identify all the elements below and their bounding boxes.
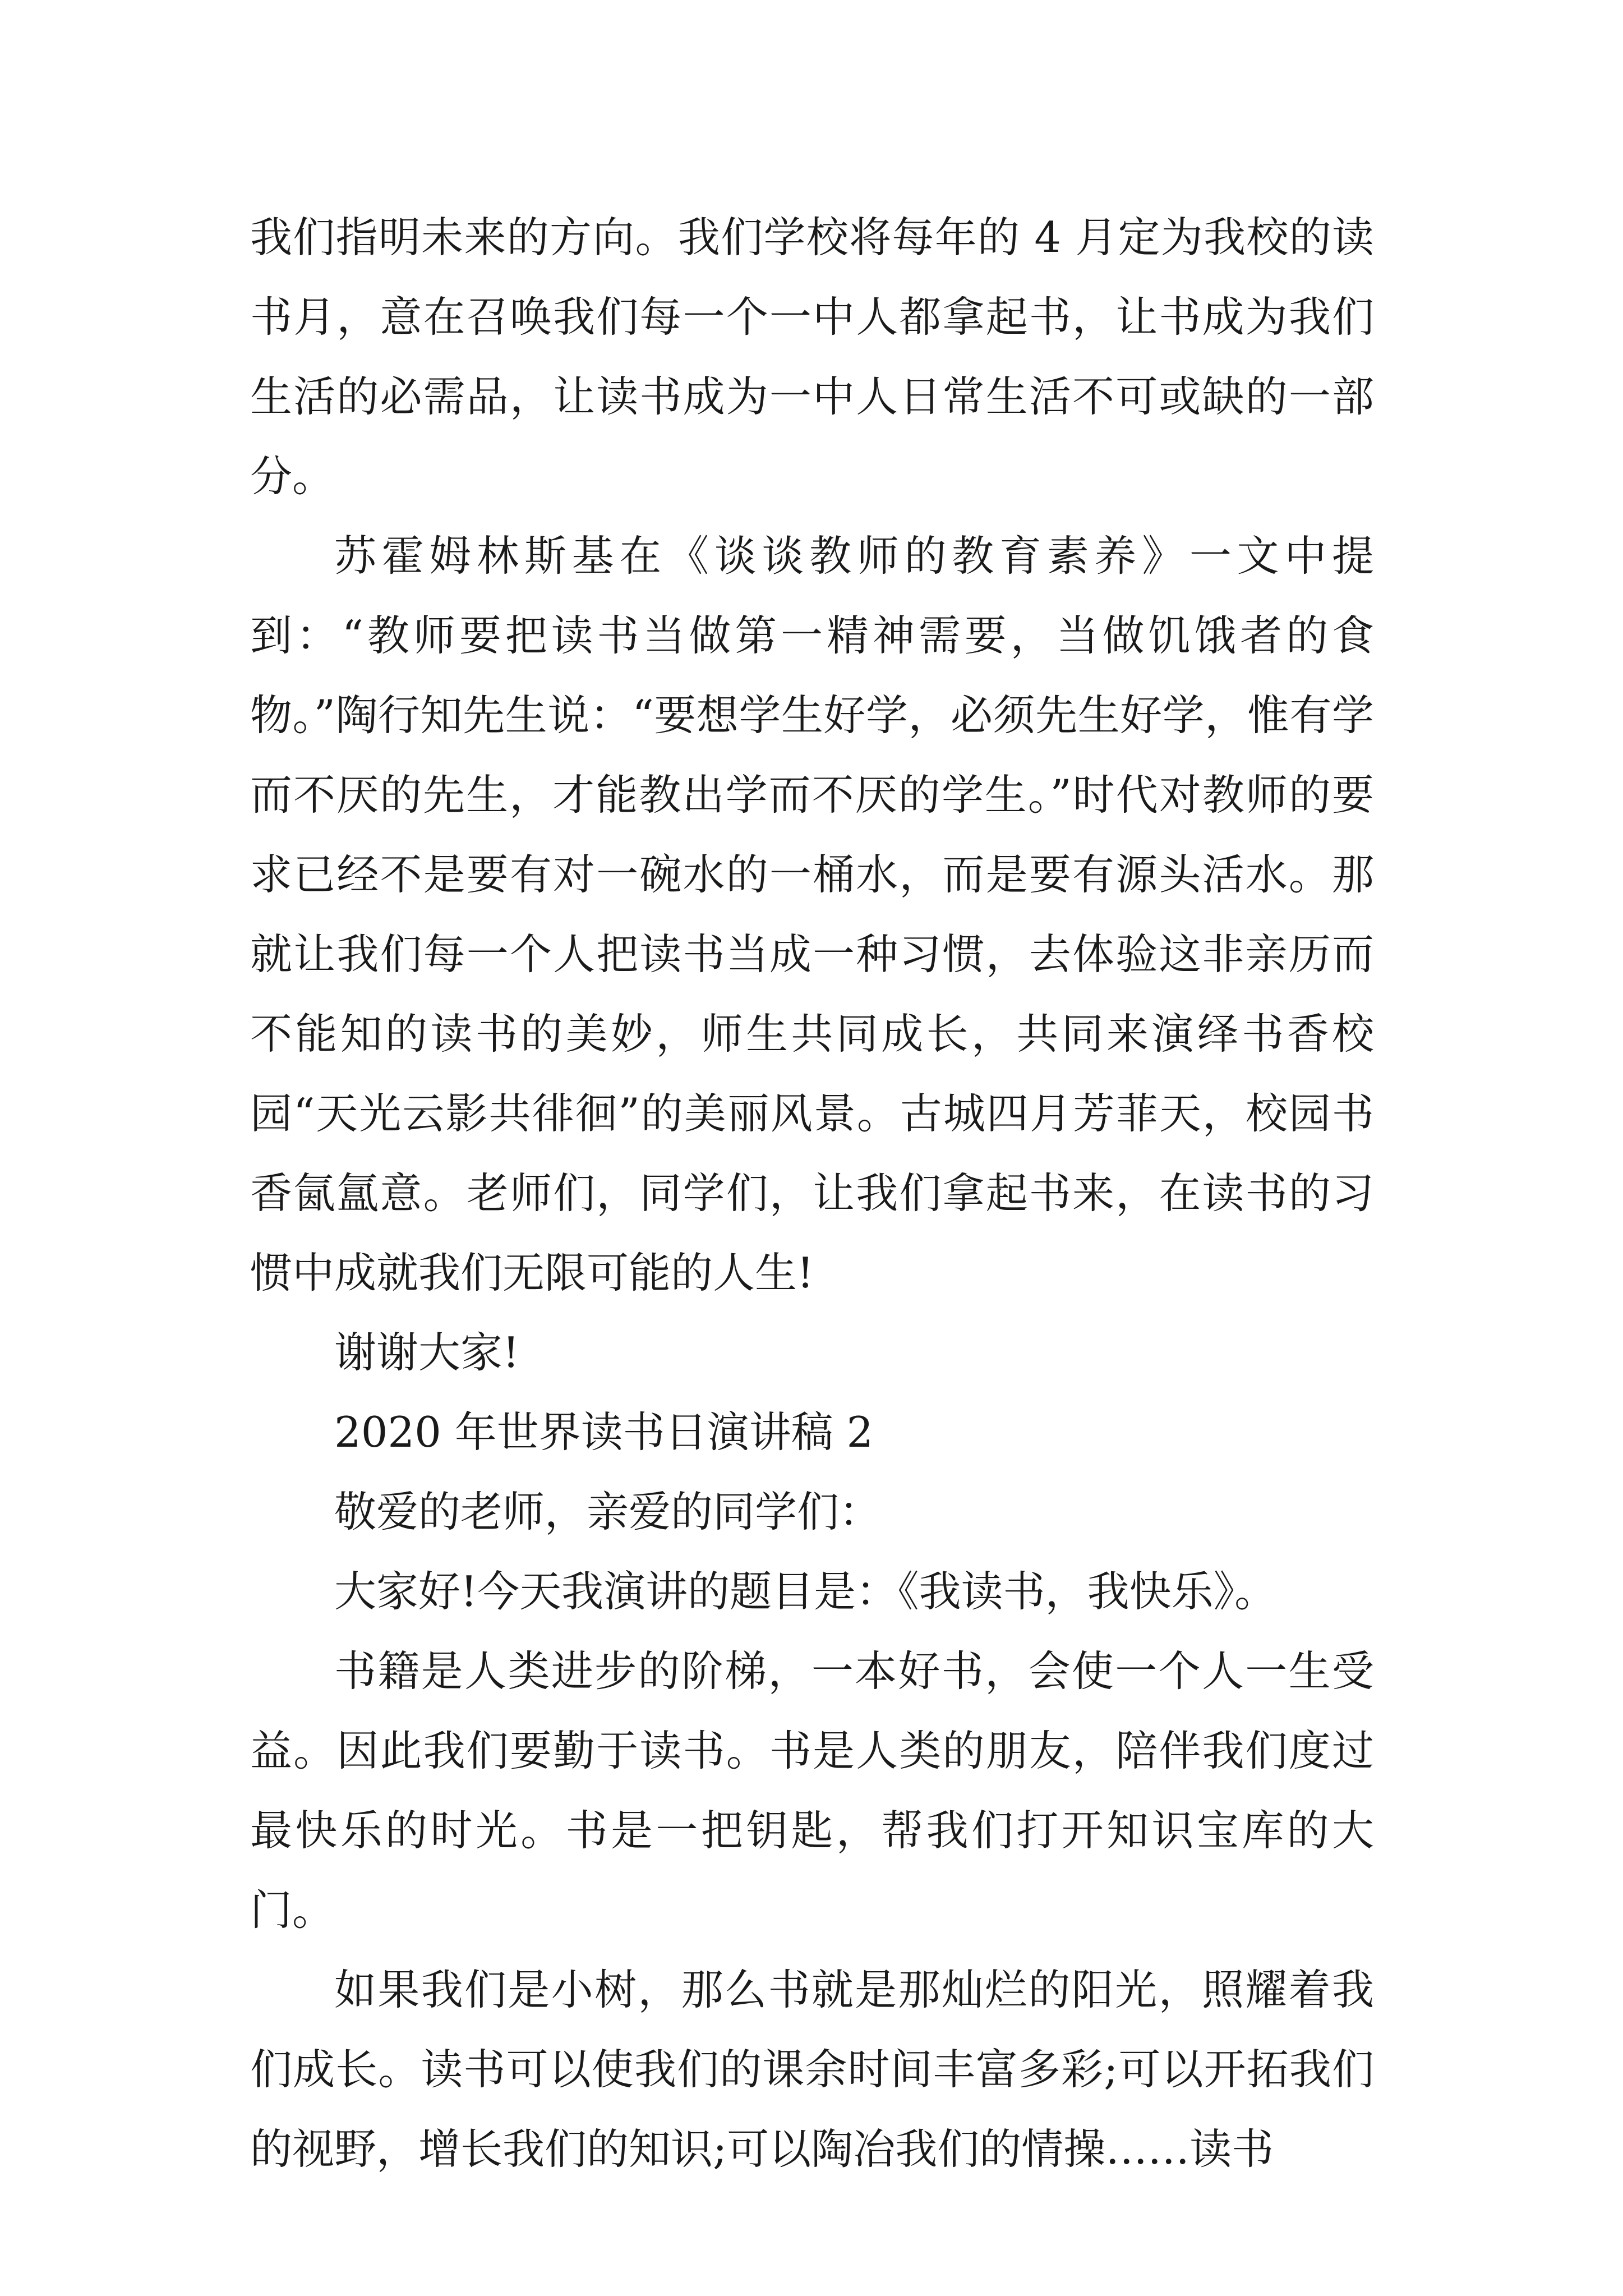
paragraph-thanks: 谢谢大家! (334, 1328, 520, 1377)
document-body (250, 197, 1374, 2189)
paragraph-books-sunlight: 如果我们是小树，那么书就是那灿烂的阳光，照耀着我们成长。读书可以使我们的课余时间丰富多彩;可以开拓我们的视野，增长我们的知识;可以陶冶我们的情操……读书 (250, 1965, 1374, 2174)
paragraph-continuation: 我们指明未来的方向。我们学校将每年的 4 月定为我校的读书月，意在召唤我们每一个一中人都拿起书，让书成为我们生活的必需品，让读书成为一中人日常生活不可或缺的一部分。 (250, 213, 1374, 501)
paragraph-books-ladder: 书籍是人类进步的阶梯，一本好书，会使一个人一生受益。因此我们要勤于读书。书是人类的朋友，陪伴我们度过最快乐的时光。书是一把钥匙，帮我们打开知识宝库的大门。 (250, 1646, 1374, 1935)
paragraph-quotes: 苏霍姆林斯基在《谈谈教师的教育素养》一文中提到：“教师要把读书当做第一精神需要，当做饥饿者的食物。”陶行知先生说：“要想学生好学，必须先生好学，惟有学而不厌的先生，才能教出学而不厌的学生。”时代对教师的要求已经不是要有对一碗水的一桶水，而是要有源头活水。那就让我们每一个人把读书当成一种习惯，去体验这非亲历而不能知的读书的美妙，师生共同成长，共同来演绎书香校园“天光云影共徘徊”的美丽风景。古城四月芳菲天，校园书香氤氲意。老师们，同学们，让我们拿起书来，在读书的习惯中成就我们无限可能的人生! (250, 531, 1374, 1297)
paragraph-greeting: 大家好!今天我演讲的题目是：《我读书，我快乐》。 (334, 1567, 1277, 1616)
paragraph-salutation: 敬爱的老师，亲爱的同学们： (334, 1487, 882, 1536)
section-heading: 2020 年世界读书日演讲稿 2 (334, 1407, 874, 1457)
